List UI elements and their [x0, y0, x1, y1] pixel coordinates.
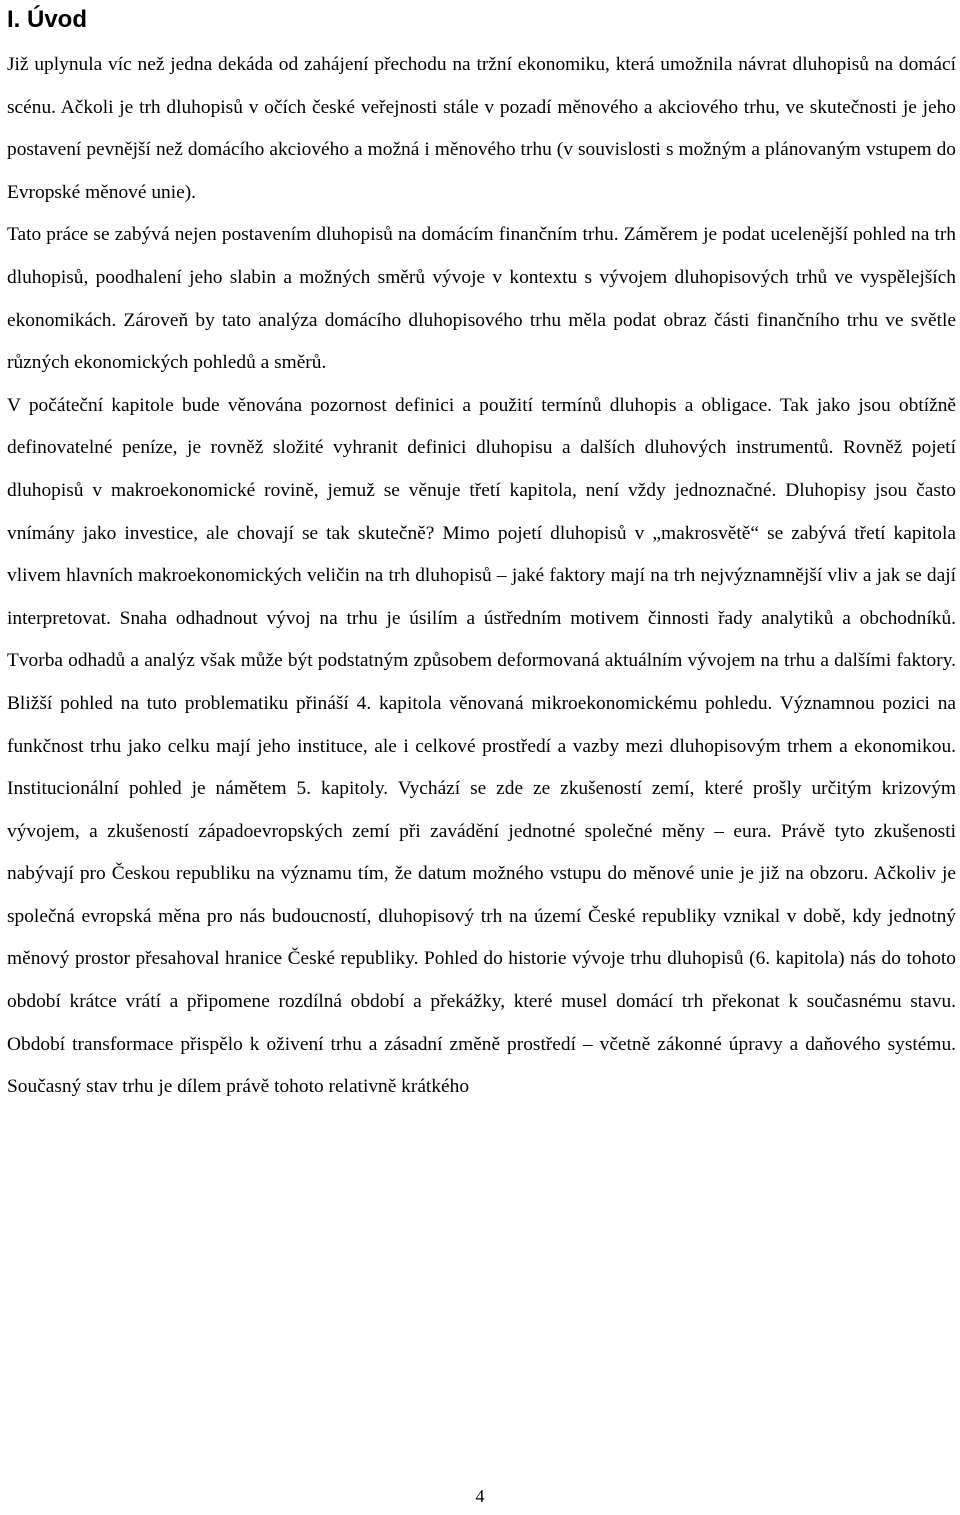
section-heading: I. Úvod — [7, 6, 88, 33]
paragraph-intro: Již uplynula víc než jedna dekáda od zahájení přechodu na tržní ekonomiku, která umožnila návrat dluhopisů na domácí scénu. Ačkoli je trh dluhopisů v očích české veřejnosti stále v pozadí měnového a akciového trhu, ve skutečnosti je jeho postavení pevnější než domácího akciového a možná i měnového trhu (v souvislosti s možným a plánovaným vstupem do Evropské měnové unie). — [7, 54, 956, 203]
paragraph-chapters-overview: V počáteční kapitole bude věnována pozornost definici a použití termínů dluhopis a obligace. Tak jako jsou obtížně definovatelné peníze, je rovněž složité vyhranit definici dluhopisu a dalších dluhových instrumentů. Rovněž pojetí dluhopisů v makroekonomické rovině, jemuž se věnuje třetí kapitola, není vždy jednoznačné. Dluhopisy jsou často vnímány jako investice, ale chovají se tak skutečně? Mimo pojetí dluhopisů v „makrosvětě“ se zabývá třetí kapitola vlivem hlavních makroekonomických veličin na trh dluhopisů – jaké faktory mají na trh nejvýznamnější vliv a jak se dají interpretovat. Snaha odhadnout vývoj na trhu je úsilím a ústředním motivem činnosti řady analytiků a obchodníků. Tvorba odhadů a analýz však může být podstatným způsobem deformovaná aktuálním vývojem na trhu a dalšími faktory. Bližší pohled na tuto problematiku přináší 4. kapitola věnovaná mikroekonomickému pohledu. Významnou pozici na funkčnost trhu jako celku mají jeho instituce, ale i celkové prostředí a vazby mezi dluhopisovým trhem a ekonomikou. Institucionální pohled je námětem 5. kapitoly. Vychází se zde ze zkušeností zemí, které prošly určitým krizovým vývojem, a zkušeností západoevropských zemí při zavádění jednotné společné měny – eura. Právě tyto zkušenosti nabývají pro Českou republiku na významu tím, že datum možného vstupu do měnové unie je již na obzoru. Ačkoliv je společná evropská měna pro nás budoucností, dluhopisový trh na území České republiky vznikal v době, kdy jednotný měnový prostor přesahoval hranice České republiky. Pohled do historie vývoje trhu dluhopisů (6. kapitola) nás do tohoto období krátce vrátí a připomene rozdílná období a překážky, které musel domácí trh překonat k současnému stavu. Období transformace přispělo k oživení trhu a zásadní změně prostředí – včetně zákonné úpravy a daňového systému. Současný stav trhu je dílem právě tohoto relativně krátkého — [7, 394, 956, 1098]
page-number: 4 — [475, 1486, 485, 1506]
paragraph-aim: Tato práce se zabývá nejen postavením dluhopisů na domácím finančním trhu. Záměrem je podat ucelenější pohled na trh dluhopisů, poodhalení jeho slabin a možných směrů vývoje v kontextu s vývojem dluhopisových trhů ve vyspělejších ekonomikách. Zároveň by tato analýza domácího dluhopisového trhu měla podat obraz části finančního trhu ve světle různých ekonomických pohledů a směrů. — [7, 224, 956, 374]
